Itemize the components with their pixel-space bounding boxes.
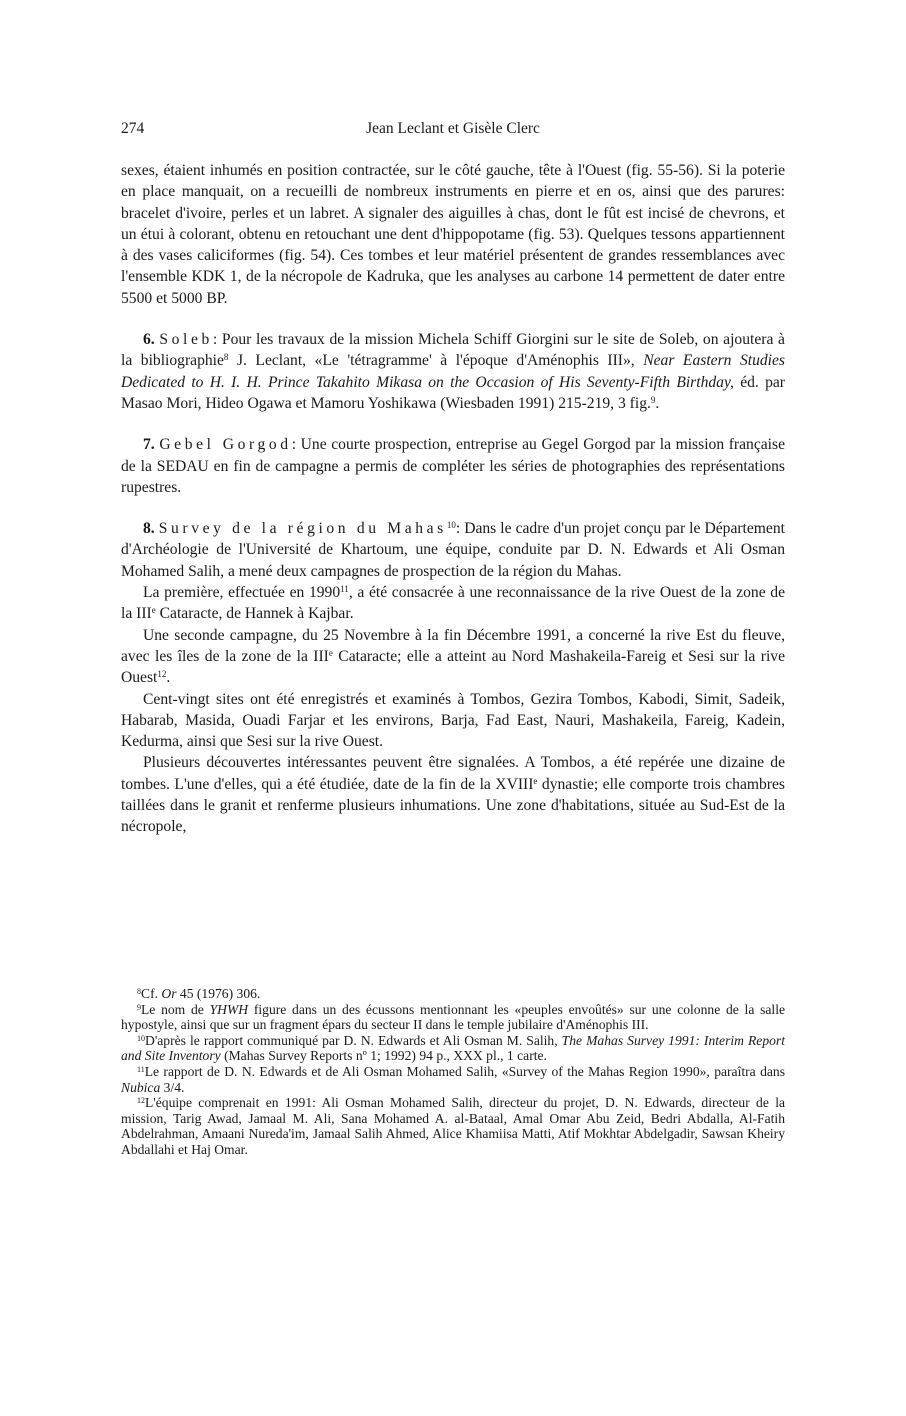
section-6-soleb: 6. Soleb: Pour les travaux de la mission Michela Schiff Giorgini sur le site de Soleb, on ajoutera à la bibliographie$^8$ J. Leclant, «Le 'tétragramme' à l'époque d'Aménophis III», Near Eastern Studies Dedicated to H. I. H. Prince Takahito Mikasa on the Occasion of His Seventy-Fifth Birthday, éd. par Masao Mori, Hideo Ogawa et Mamoru Yoshikawa (Wiesbaden 1991) 215-219, 3 fig.$^9$. <box>121 331 786 412</box>
section-number: 8. <box>143 520 155 538</box>
footnote-ref: 11 <box>340 584 349 595</box>
footnote-11: $^{11}$Le rapport de D. N. Edwards et de Ali Osman Mohamed Salih, «Survey of the Mahas Region 1990», paraîtra dans Nubica 3/4. <box>121 1063 785 1095</box>
section-number: 7. <box>143 436 155 454</box>
footnote-9: $^9$Le nom de YHWH figure dans un des écussons mentionnant les «peuples envoûtés» sur une colonne de la salle hypostyle, ainsi que sur un fragment épars du secteur II dans le temple jubilaire d'Aménophis III. <box>121 1001 786 1033</box>
footnote-ref: 12 <box>157 669 167 680</box>
section-7-gebel-gorgod: 7. Gebel Gorgod: Une courte prospection, entreprise au Gegel Gorgod par la mission française de la SEDAU en fin de campagne a permis de compléter les séries de photographies des représentations rupestres. <box>121 436 785 496</box>
footnote-12: $^{12}$L'équipe comprenait en 1991: Ali Osman Mohamed Salih, directeur du projet, D. N. Edwards, directeur de la mission, Tarig Awad, Jamaal M. Ali, Sana Mohamed A. al-Bataal, Amal Omar Abu Zeid, Bedri Abdalla, Al-Fatih Abdelrahman, Amaani Nureda'im, Jamaal Salih Ahmed, Alice Khamiisa Matti, Atif Mokhtar Abdelgadir, Sawsan Kheiry Abdallahi et Haj Omar. <box>121 1095 785 1157</box>
page-number: 274 <box>121 120 145 137</box>
footnote-ref: 9 <box>650 394 656 405</box>
paragraph: Cent-vingt sites ont été enregistrés et examinés à Tombos, Gezira Tombos, Kabodi, Simit, Sadeik, Habarab, Masida, Ouadi Farjar et les environs, Barja, Fad East, Nauri, Mashakeila, Fareig, Kadein, Kedurma, ainsi que Sesi sur la rive Ouest. <box>121 690 785 751</box>
paragraph-continuation: sexes, étaient inhumés en position contractée, sur le côté gauche, tête à l'Ouest (fig. 55-56). Si la poterie en place manquait, on a recueilli de nombreux instruments en pierre et en os, ainsi que des parures: bracelet d'ivoire, perles et un labret. A signaler des aiguilles à chas, dont le fût est incisé de chevrons, et un étui à colorant, obtenu en retouchant une dent d'hippopotame (fig. 53). Quelques tessons appartiennent à des vases caliciformes (fig. 54). Ces tombes et leur matériel présentent de grandes ressemblances avec l'ensemble KDK 1, de la nécropole de Kadruka, que les analyses au carbone 14 permettent de dater entre 5500 et 5000 BP. <box>121 162 785 307</box>
paragraph: Une seconde campagne, du 25 Novembre à la fin Décembre 1991, a concerné la rive Est du fleuve, avec les îles de la zone de la IIIe Cataracte; elle a atteint au Nord Mashakeila-Fareig et Sesi sur la rive Ouest$^{12}$. <box>121 626 786 687</box>
section-title: Soleb <box>159 331 213 349</box>
paragraph: La première, effectuée en 1990$^{11}$, a été consacrée à une reconnaissance de la rive Ouest de la zone de la IIIe Cataracte, de Hannek à Kajbar. <box>121 584 786 623</box>
paragraph: Plusieurs découvertes intéressantes peuvent être signalées. A Tombos, a été repérée une dizaine de tombes. L'une d'elles, qui a été étudiée, date de la fin de la XVIIIe dynastie; elle comporte trois chambres taillées dans le granit et renferme plusieurs inhumations. Une zone d'habitations, située au Sud-Est de la nécropole, <box>121 754 785 836</box>
section-title: Survey de la région du Mahas <box>158 520 447 538</box>
section-number: 6. <box>143 331 155 349</box>
running-head: Jean Leclant et Gisèle Clerc <box>366 120 540 137</box>
page-header <box>121 120 785 140</box>
body-text <box>121 160 785 838</box>
book-title: Near Eastern Studies Dedicated to H. I. H. Prince Takahito Mikasa on the Occasion of His Seventy-Fifth Birthday, <box>121 352 785 391</box>
footnote-8: $^8$Cf. Or 45 (1976) 306. <box>137 986 261 1001</box>
footnote-ref: 10 <box>446 520 456 531</box>
footnote-10: $^{10}$D'après le rapport communiqué par D. N. Edwards et Ali Osman M. Salih, The Mahas Survey 1991: Interim Report and Site Inventory (Mahas Survey Reports nº 1; 1992) 94 p., XXX pl., 1 carte. <box>121 1032 785 1064</box>
section-title: Gebel Gorgod <box>159 436 292 454</box>
footnotes <box>121 986 785 1158</box>
footnote-ref: 8 <box>223 352 229 363</box>
section-8-survey-mahas: 8. Survey de la région du Mahas$^{10}$: Dans le cadre d'un projet conçu par le Département d'Archéologie de l'Université de Khartoum, une équipe, conduite par D. N. Edwards et Ali Osman Mohamed Salih, a mené deux campagnes de prospection de la région du Mahas. <box>121 520 785 580</box>
